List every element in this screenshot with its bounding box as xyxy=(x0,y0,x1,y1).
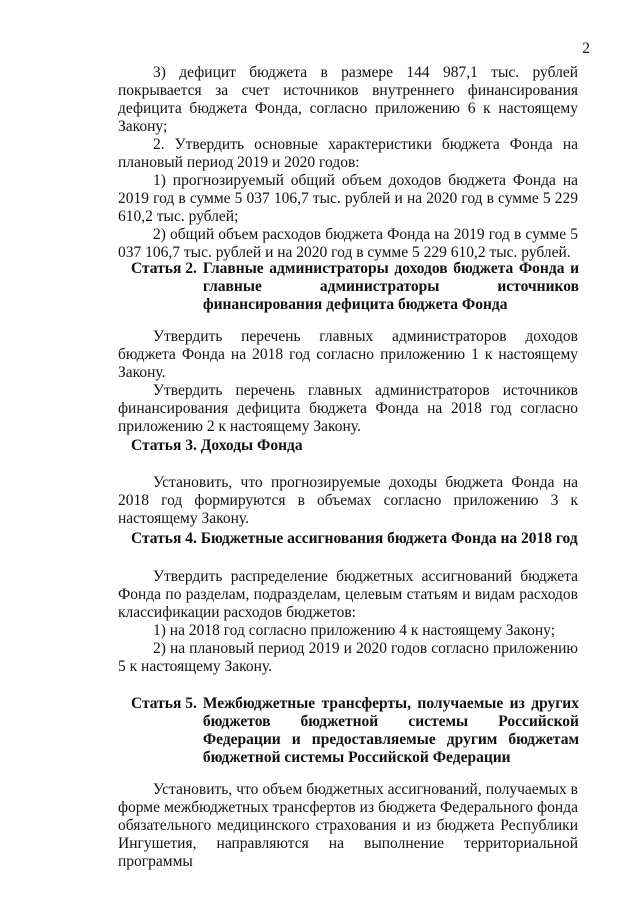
article-label: Статья 5. xyxy=(131,695,197,712)
article-3-heading: Статья 3. Доходы Фонда xyxy=(131,437,303,454)
article-5-body xyxy=(118,781,578,871)
intro-section xyxy=(118,64,578,262)
article-2-heading xyxy=(131,260,579,314)
article-title: Межбюджетные трансферты, получаемые из других бюджетов бюджетной системы Российской Федерации и предоставляемые другим бюджетам бюджетной системы Российской Федерации xyxy=(202,695,579,766)
paragraph: 2) общий объем расходов бюджета Фонда на 2019 год в сумме 5 037 106,7 тыс. рублей и на 2020 год в сумме 5 229 610,2 тыс. рублей. xyxy=(118,226,578,261)
article-label: Статья 2. xyxy=(131,260,197,277)
paragraph: 1) на 2018 год согласно приложению 4 к настоящему Закону; xyxy=(153,622,556,639)
article-4-body xyxy=(118,568,578,676)
paragraph: 2. Утвердить основные характеристики бюджета Фонда на плановый период 2019 и 2020 годов: xyxy=(118,136,578,171)
paragraph: 1) прогнозируемый общий объем доходов бюджета Фонда на 2019 год в сумме 5 037 106,7 тыс. рублей и на 2020 год в сумме 5 229 610,2 тыс. рублей; xyxy=(118,172,578,225)
page-number: 2 xyxy=(582,40,590,57)
paragraph: Утвердить распределение бюджетных ассигнований бюджета Фонда по разделам, подразделам, целевым статьям и видам расходов классификации расходов бюджетов: xyxy=(118,568,578,621)
paragraph: Утвердить перечень главных администраторов источников финансирования дефицита бюджета Фонда на 2018 год согласно приложению 2 к настоящему Закону. xyxy=(118,382,578,435)
article-2-body xyxy=(118,328,578,436)
article-3-body xyxy=(118,474,578,528)
article-4-heading: Статья 4. Бюджетные ассигнования бюджета Фонда на 2018 год xyxy=(131,530,578,547)
paragraph: 3) дефицит бюджета в размере 144 987,1 тыс. рублей покрывается за счет источников внутреннего финансирования дефицита бюджета Фонда, согласно приложению 6 к настоящему Закону; xyxy=(118,64,578,135)
article-5-heading xyxy=(131,695,579,767)
paragraph: Установить, что объем бюджетных ассигнований, получаемых в форме межбюджетных трансфертов из бюджета Федерального фонда обязательного медицинского страхования и из бюджета Республики Ингушетия, направляются на выполнение территориальной программы xyxy=(118,781,578,870)
article-title: Главные администраторы доходов бюджета Фонда и главные администраторы источников финансирования дефицита бюджета Фонда xyxy=(202,260,579,313)
paragraph: Утвердить перечень главных администраторов доходов бюджета Фонда на 2018 год согласно приложению 1 к настоящему Закону. xyxy=(118,328,578,381)
paragraph: Установить, что прогнозируемые доходы бюджета Фонда на 2018 год формируются в объемах согласно приложению 3 к настоящему Закону. xyxy=(118,474,578,527)
paragraph: 2) на плановый период 2019 и 2020 годов согласно приложению 5 к настоящему Закону. xyxy=(118,640,578,675)
